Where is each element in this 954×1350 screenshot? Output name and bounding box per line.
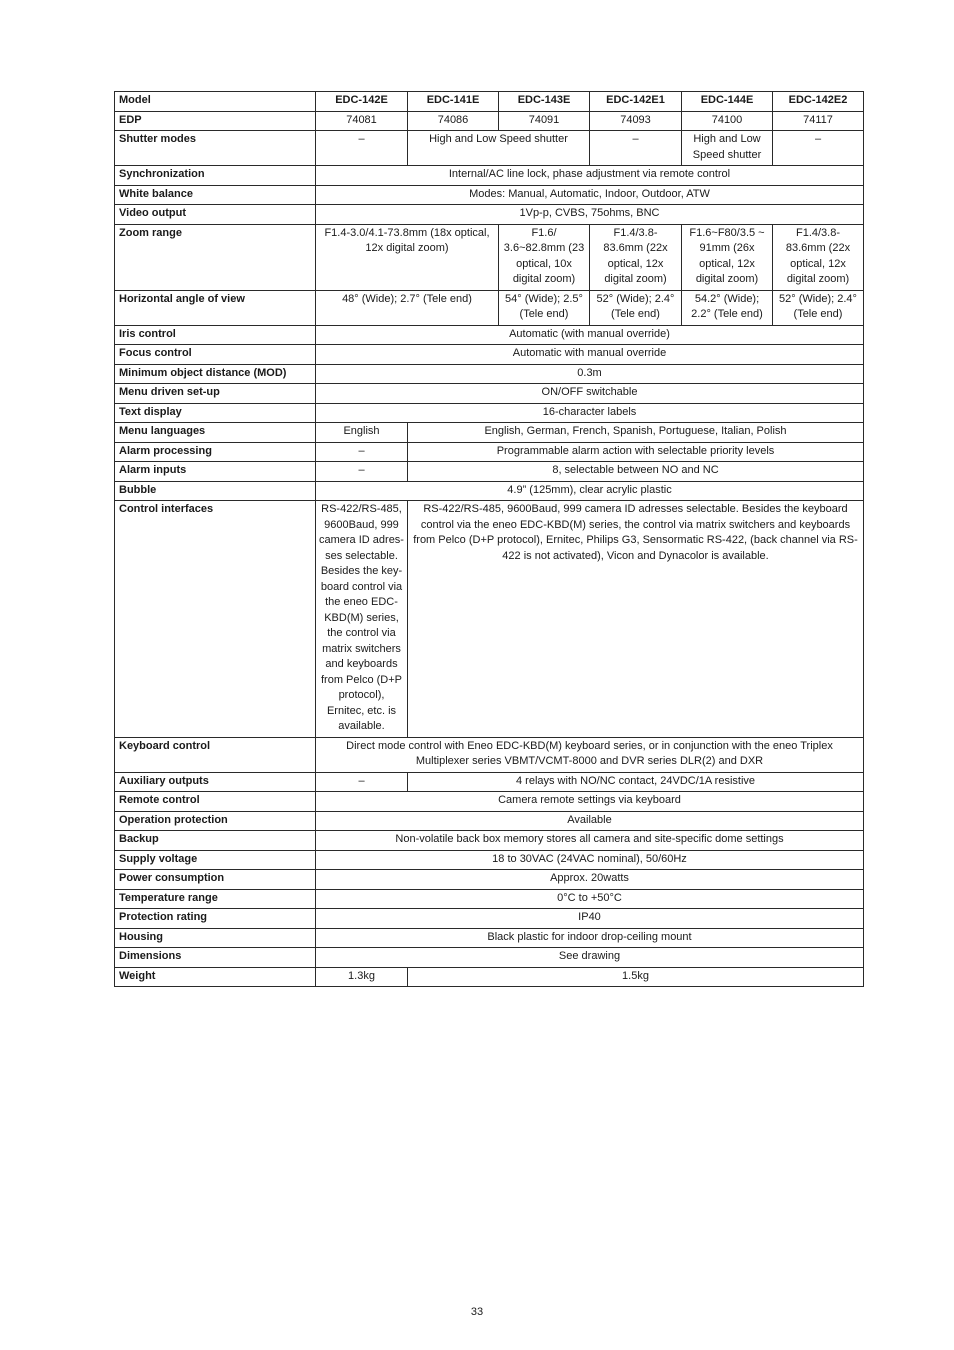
table-cell: 8, selectable between NO and NC [408, 462, 864, 482]
table-row-control-interfaces [115, 501, 864, 738]
table-row-menu-setup [115, 384, 864, 404]
row-label: Remote control [115, 792, 316, 812]
table-cell: 18 to 30VAC (24VAC nominal), 50/60Hz [316, 850, 864, 870]
row-label: Keyboard control [115, 737, 316, 772]
table-cell: – [316, 131, 408, 166]
table-cell: High and Low Speed shutter [682, 131, 773, 166]
table-cell: RS-422/RS-485, 9600Baud, 999 camera ID adres-ses selectable. Besides the key-board control via the eneo EDC-KBD(M) series, the control via matrix switchers and keyboards from Pelco (D+P protocol), Ernitec, etc. is available. [316, 501, 408, 738]
table-row-auxiliary-outputs [115, 772, 864, 792]
table-row-temperature-range [115, 889, 864, 909]
table-cell: 52° (Wide); 2.4° (Tele end) [590, 290, 682, 325]
table-row-alarm-inputs [115, 462, 864, 482]
row-label: Video output [115, 205, 316, 225]
model-name: EDC-143E [499, 92, 590, 112]
table-cell: F1.4-3.0/4.1-73.8mm (18x optical, 12x digital zoom) [316, 224, 499, 290]
table-cell: – [316, 772, 408, 792]
table-cell: Camera remote settings via keyboard [316, 792, 864, 812]
table-cell: F1.6~F80/3.5 ~ 91mm (26x optical, 12x digital zoom) [682, 224, 773, 290]
spec-table [114, 91, 864, 987]
edp-value: 74117 [773, 111, 864, 131]
table-cell: – [773, 131, 864, 166]
table-cell: Approx. 20watts [316, 870, 864, 890]
model-name: EDC-141E [408, 92, 499, 112]
row-label: Auxiliary outputs [115, 772, 316, 792]
table-cell: F1.6/ 3.6~82.8mm (23 optical, 10x digital zoom) [499, 224, 590, 290]
table-cell: 54° (Wide); 2.5° (Tele end) [499, 290, 590, 325]
table-cell: Modes: Manual, Automatic, Indoor, Outdoor, ATW [316, 185, 864, 205]
row-label: Minimum object distance (MOD) [115, 364, 316, 384]
table-cell: Automatic with manual override [316, 345, 864, 365]
table-cell: 4.9” (125mm), clear acrylic plastic [316, 481, 864, 501]
row-label: Menu driven set-up [115, 384, 316, 404]
row-label: Menu languages [115, 423, 316, 443]
row-label: Housing [115, 928, 316, 948]
table-row-bubble [115, 481, 864, 501]
row-label: Temperature range [115, 889, 316, 909]
page-number: 33 [470, 1306, 484, 1318]
table-row-remote-control [115, 792, 864, 812]
table-cell: 1Vp-p, CVBS, 75ohms, BNC [316, 205, 864, 225]
table-cell: 0.3m [316, 364, 864, 384]
table-cell: – [316, 442, 408, 462]
table-cell: 4 relays with NO/NC contact, 24VDC/1A resistive [408, 772, 864, 792]
table-cell: RS-422/RS-485, 9600Baud, 999 camera ID adresses selectable. Besides the keyboard control via the eneo EDC-KBD(M) series, the control via matrix switchers and keyboards from Pelco (D+P protocol), Ernitec, Philips G3, Sensormatic RS-422, (back channel via RS-422 is not activated), Vicon and Dynacolor is available. [408, 501, 864, 738]
table-cell: IP40 [316, 909, 864, 929]
row-label: Power consumption [115, 870, 316, 890]
table-row-supply-voltage [115, 850, 864, 870]
table-row-dimensions [115, 948, 864, 968]
table-row-edp [115, 111, 864, 131]
row-label: Weight [115, 967, 316, 987]
row-label: Operation protection [115, 811, 316, 831]
table-row-power-consumption [115, 870, 864, 890]
table-row-keyboard-control [115, 737, 864, 772]
row-label: Synchronization [115, 166, 316, 186]
table-cell: 54.2° (Wide); 2.2° (Tele end) [682, 290, 773, 325]
edp-value: 74081 [316, 111, 408, 131]
row-label: Shutter modes [115, 131, 316, 166]
table-cell: Available [316, 811, 864, 831]
table-row-video-output [115, 205, 864, 225]
table-row-zoom [115, 224, 864, 290]
table-row-synchronization [115, 166, 864, 186]
table-row-weight [115, 967, 864, 987]
row-label: Control interfaces [115, 501, 316, 738]
table-cell: See drawing [316, 948, 864, 968]
table-cell: 16-character labels [316, 403, 864, 423]
row-label: Alarm inputs [115, 462, 316, 482]
row-label: Focus control [115, 345, 316, 365]
table-cell: 1.3kg [316, 967, 408, 987]
row-label: Supply voltage [115, 850, 316, 870]
model-name: EDC-142E1 [590, 92, 682, 112]
row-label: Dimensions [115, 948, 316, 968]
row-label: White balance [115, 185, 316, 205]
row-label: Zoom range [115, 224, 316, 290]
table-row-text-display [115, 403, 864, 423]
table-cell: Programmable alarm action with selectable priority levels [408, 442, 864, 462]
table-cell: English, German, French, Spanish, Portuguese, Italian, Polish [408, 423, 864, 443]
table-row-iris [115, 325, 864, 345]
row-label: Protection rating [115, 909, 316, 929]
table-row-shutter [115, 131, 864, 166]
table-cell: Internal/AC line lock, phase adjustment via remote control [316, 166, 864, 186]
edp-value: 74086 [408, 111, 499, 131]
row-label: Model [115, 92, 316, 112]
row-label: Horizontal angle of view [115, 290, 316, 325]
table-cell: Automatic (with manual override) [316, 325, 864, 345]
table-row-alarm-processing [115, 442, 864, 462]
table-row-operation-protection [115, 811, 864, 831]
table-cell: Black plastic for indoor drop-ceiling mount [316, 928, 864, 948]
row-label: Text display [115, 403, 316, 423]
table-cell: 1.5kg [408, 967, 864, 987]
row-label: Backup [115, 831, 316, 851]
row-label: Alarm processing [115, 442, 316, 462]
table-row-protection-rating [115, 909, 864, 929]
table-cell: 48° (Wide); 2.7° (Tele end) [316, 290, 499, 325]
model-name: EDC-142E2 [773, 92, 864, 112]
table-cell: F1.4/3.8- 83.6mm (22x optical, 12x digital zoom) [773, 224, 864, 290]
model-name: EDC-142E [316, 92, 408, 112]
edp-value: 74093 [590, 111, 682, 131]
table-row-menu-languages [115, 423, 864, 443]
table-row-backup [115, 831, 864, 851]
table-cell: 0°C to +50°C [316, 889, 864, 909]
table-cell: Non-volatile back box memory stores all camera and site-specific dome settings [316, 831, 864, 851]
table-row-focus [115, 345, 864, 365]
table-cell: English [316, 423, 408, 443]
table-header-row [115, 92, 864, 112]
table-cell: Direct mode control with Eneo EDC-KBD(M) keyboard series, or in conjunction with the eneo Triplex Multiplexer series VBMT/VCMT-8000 and DVR series DLR(2) and DXR [316, 737, 864, 772]
model-name: EDC-144E [682, 92, 773, 112]
table-cell: High and Low Speed shutter [408, 131, 590, 166]
table-row-housing [115, 928, 864, 948]
table-row-white-balance [115, 185, 864, 205]
row-label: EDP [115, 111, 316, 131]
table-cell: – [590, 131, 682, 166]
table-cell: – [316, 462, 408, 482]
row-label: Bubble [115, 481, 316, 501]
edp-value: 74091 [499, 111, 590, 131]
row-label: Iris control [115, 325, 316, 345]
table-cell: 52° (Wide); 2.4° (Tele end) [773, 290, 864, 325]
table-cell: F1.4/3.8- 83.6mm (22x optical, 12x digital zoom) [590, 224, 682, 290]
table-row-angle [115, 290, 864, 325]
edp-value: 74100 [682, 111, 773, 131]
table-cell: ON/OFF switchable [316, 384, 864, 404]
table-row-mod [115, 364, 864, 384]
